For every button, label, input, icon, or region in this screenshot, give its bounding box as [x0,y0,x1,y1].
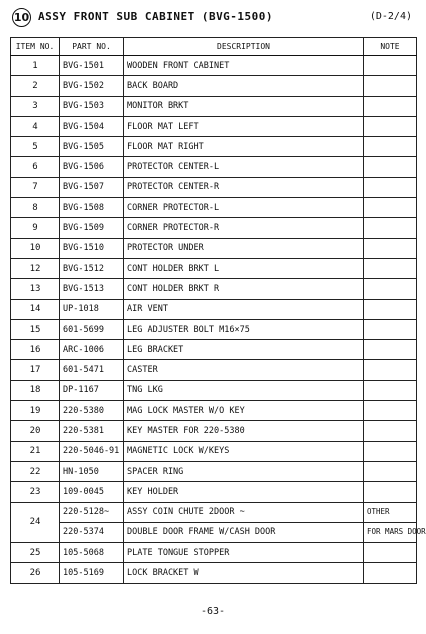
note-cell [364,96,417,116]
table-row [11,238,417,258]
part-number-cell: BVG-1503 [60,96,124,116]
part-number-cell: ARC-1006 [60,340,124,360]
description-cell: TNG LKG [124,380,364,400]
item-number-cell: 6 [11,157,60,177]
description-cell: KEY HOLDER [124,482,364,502]
table-row [11,461,417,481]
part-number-cell: DP-1167 [60,380,124,400]
part-number-cell: 109-0045 [60,482,124,502]
item-number-cell: 23 [11,482,60,502]
part-number-cell: BVG-1509 [60,218,124,238]
table-row [11,401,417,421]
table-row [11,441,417,461]
description-cell: FLOOR MAT LEFT [124,116,364,136]
table-row [11,258,417,278]
note-cell: FOR MARS DOOR [364,522,417,542]
note-cell [364,563,417,583]
table-row [11,299,417,319]
column-header-item-no: ITEM NO. [11,38,60,56]
note-cell [364,299,417,319]
table-row [11,198,417,218]
table-row [11,116,417,136]
description-cell: CONT HOLDER BRKT R [124,279,364,299]
note-cell [364,198,417,218]
part-number-cell: BVG-1508 [60,198,124,218]
note-cell [364,340,417,360]
table-row [11,218,417,238]
part-number-cell: 220-5046-91 [60,441,124,461]
item-number-cell: 5 [11,137,60,157]
part-number-cell: HN-1050 [60,461,124,481]
note-cell [364,258,417,278]
part-number-cell: BVG-1510 [60,238,124,258]
part-number-cell: 105-5068 [60,543,124,563]
table-header-row [11,38,417,56]
description-cell: PROTECTOR UNDER [124,238,364,258]
page-header [10,8,416,28]
parts-table [10,37,426,584]
part-number-cell: 220-5381 [60,421,124,441]
item-number-cell: 22 [11,461,60,481]
note-cell [364,380,417,400]
table-row [11,543,417,563]
note-cell: OTHER [364,502,417,522]
table-row [11,360,417,380]
description-cell: WOODEN FRONT CABINET [124,56,364,76]
part-number-cell: BVG-1506 [60,157,124,177]
item-number-cell: 17 [11,360,60,380]
item-number-cell: 4 [11,116,60,136]
part-number-cell: 601-5699 [60,319,124,339]
description-cell: PROTECTOR CENTER-L [124,157,364,177]
note-cell [364,157,417,177]
note-cell [364,56,417,76]
description-cell: CORNER PROTECTOR-R [124,218,364,238]
table-row [11,522,417,542]
item-number-cell: 19 [11,401,60,421]
description-cell: SPACER RING [124,461,364,481]
item-number-cell: 2 [11,76,60,96]
table-row [11,279,417,299]
description-cell: ASSY COIN CHUTE 2DOOR ~ [124,502,364,522]
note-cell [364,279,417,299]
part-number-cell: BVG-1502 [60,76,124,96]
note-cell [364,482,417,502]
table-row [11,482,417,502]
item-number-cell: 15 [11,319,60,339]
page-reference: (D-2/4) [369,11,412,22]
part-number-cell: BVG-1501 [60,56,124,76]
note-cell [364,401,417,421]
table-row [11,76,417,96]
item-number-cell: 16 [11,340,60,360]
description-cell: LEG ADJUSTER BOLT M16×75 [124,319,364,339]
page-number: -63- [200,606,226,617]
note-cell [364,543,417,563]
item-number-cell: 26 [11,563,60,583]
table-row [11,96,417,116]
note-cell [364,360,417,380]
description-cell: MAG LOCK MASTER W/O KEY [124,401,364,421]
page-title: ASSY FRONT SUB CABINET (BVG-1500) [38,10,274,23]
table-row [11,421,417,441]
note-cell [364,421,417,441]
note-cell [364,116,417,136]
description-cell: PLATE TONGUE STOPPER [124,543,364,563]
description-cell: AIR VENT [124,299,364,319]
item-number-cell: 20 [11,421,60,441]
table-row [11,502,417,522]
description-cell: KEY MASTER FOR 220-5380 [124,421,364,441]
table-row [11,157,417,177]
note-cell [364,76,417,96]
item-number-cell: 13 [11,279,60,299]
description-cell: DOUBLE DOOR FRAME W/CASH DOOR [124,522,364,542]
note-cell [364,441,417,461]
section-number-badge: 10 [12,8,31,27]
description-cell: FLOOR MAT RIGHT [124,137,364,157]
item-number-cell: 25 [11,543,60,563]
note-cell [364,177,417,197]
part-number-cell: 220-5374 [60,522,124,542]
parts-table-body [11,56,426,584]
part-number-cell: UP-1018 [60,299,124,319]
part-number-cell: 601-5471 [60,360,124,380]
table-row [11,340,417,360]
description-cell: MONITOR BRKT [124,96,364,116]
note-cell [364,461,417,481]
description-cell: CORNER PROTECTOR-L [124,198,364,218]
table-row [11,319,417,339]
description-cell: LOCK BRACKET W [124,563,364,583]
table-row [11,563,417,583]
note-cell [364,319,417,339]
item-number-cell: 24 [11,502,60,543]
part-number-cell: BVG-1512 [60,258,124,278]
table-row [11,137,417,157]
item-number-cell: 9 [11,218,60,238]
item-number-cell: 10 [11,238,60,258]
description-cell: CONT HOLDER BRKT L [124,258,364,278]
item-number-cell: 7 [11,177,60,197]
item-number-cell: 14 [11,299,60,319]
description-cell: LEG BRACKET [124,340,364,360]
column-header-description: DESCRIPTION [124,38,364,56]
item-number-cell: 8 [11,198,60,218]
table-row [11,177,417,197]
part-number-cell: 105-5169 [60,563,124,583]
part-number-cell: 220-5380 [60,401,124,421]
part-number-cell: BVG-1504 [60,116,124,136]
column-header-part-no: PART NO. [60,38,124,56]
note-cell [364,238,417,258]
item-number-cell: 1 [11,56,60,76]
table-row [11,380,417,400]
item-number-cell: 3 [11,96,60,116]
item-number-cell: 18 [11,380,60,400]
item-number-cell: 12 [11,258,60,278]
part-number-cell: 220-5128~ [60,502,124,522]
description-cell: MAGNETIC LOCK W/KEYS [124,441,364,461]
description-cell: PROTECTOR CENTER-R [124,177,364,197]
table-row [11,56,417,76]
note-cell [364,218,417,238]
note-cell [364,137,417,157]
item-number-cell: 21 [11,441,60,461]
part-number-cell: BVG-1505 [60,137,124,157]
part-number-cell: BVG-1513 [60,279,124,299]
column-header-note: NOTE [364,38,417,56]
description-cell: CASTER [124,360,364,380]
part-number-cell: BVG-1507 [60,177,124,197]
description-cell: BACK BOARD [124,76,364,96]
